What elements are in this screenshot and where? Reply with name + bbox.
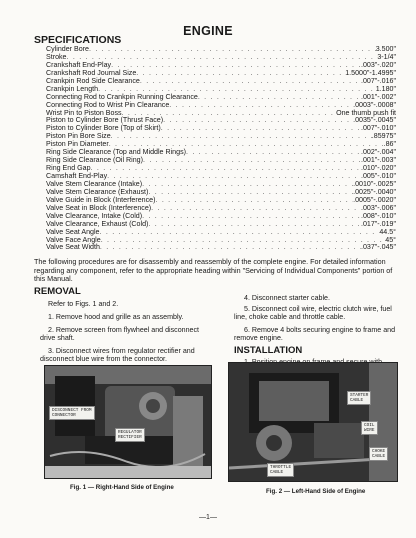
spec-label: Valve Face Angle xyxy=(46,235,101,244)
spec-label: Crankpin Length xyxy=(46,84,99,93)
spec-label: Valve Stem Clearance (Exhaust) xyxy=(46,187,149,196)
spec-value: .005"-.010" xyxy=(360,172,396,180)
spec-value: .0010"-.0025" xyxy=(353,179,396,188)
figure-1-label: REGULATOR RECTIFIER xyxy=(115,428,145,442)
figure-2-label: COIL WIRE xyxy=(361,421,378,435)
page-title: ENGINE xyxy=(183,24,233,38)
spec-label: Piston to Cylinder Bore (Thrust Face) xyxy=(46,116,164,125)
spec-label: Piston to Cylinder Bore (Top of Skirt) xyxy=(46,124,161,133)
spec-value: .0005"-.0020" xyxy=(353,195,396,204)
spec-value: One thumb push fit xyxy=(336,108,396,117)
leader-dots xyxy=(151,205,361,213)
spec-value: 1.180" xyxy=(375,84,396,93)
figure-2-caption: Fig. 2 — Left-Hand Side of Engine xyxy=(266,488,366,495)
spec-label: Piston Pin Bore Size xyxy=(46,132,111,141)
leader-dots xyxy=(111,133,372,141)
leader-dots xyxy=(148,221,361,229)
spec-label: Valve Seat in Block (Interference) xyxy=(46,203,152,212)
spec-label: Wrist Pin to Piston Boss xyxy=(46,108,122,117)
spec-label: Stroke xyxy=(46,52,67,61)
spec-value: .007"-.016" xyxy=(360,76,396,85)
spec-label: Valve Seat Width xyxy=(46,243,100,252)
figure-2-label: CHOKE CABLE xyxy=(369,447,388,461)
removal-step: 4. Disconnect starter cable. xyxy=(244,294,330,302)
leader-dots xyxy=(143,157,361,165)
spec-label: Piston Pin Diameter xyxy=(46,140,109,149)
figure-1-label: DISCONNECT FROM CONNECTOR xyxy=(49,406,95,420)
spec-label: Ring Side Clearance (Oil Ring) xyxy=(46,156,143,165)
spec-label: Crankshaft End-Play xyxy=(46,60,112,69)
spec-label: Valve Stem Clearance (Intake) xyxy=(46,179,143,188)
spec-label: Connecting Rod to Wrist Pin Clearance xyxy=(46,100,170,109)
spec-row xyxy=(46,157,396,165)
intro-paragraph: The following procedures are for disassembly and reassembly of the complete engine. For detailed information regarding any component, refer to the appropriate heading within "Servicing of Individual Components" portion of this Manual. xyxy=(34,257,393,283)
leader-dots xyxy=(101,237,386,245)
spec-value: .008"-.010" xyxy=(360,211,396,220)
spec-label: Crankshaft Rod Journal Size xyxy=(46,68,137,77)
removal-step: 3. Disconnect wires from regulator rectifier and disconnect blue wire from the connector. xyxy=(40,347,195,364)
specifications-heading: SPECIFICATIONS xyxy=(34,34,122,46)
leader-dots xyxy=(161,125,361,133)
leader-dots xyxy=(186,149,361,157)
spec-label: Connecting Rod to Crankpin Running Clearance xyxy=(46,92,198,101)
spec-value: 3.500" xyxy=(375,45,396,53)
figure-2-label: THROTTLE CABLE xyxy=(267,463,294,477)
removal-step: Refer to Figs. 1 and 2. xyxy=(48,300,119,308)
leader-dots xyxy=(91,165,361,173)
spec-value: .0035"-.0045" xyxy=(353,116,396,125)
spec-row xyxy=(46,244,396,252)
engine-right-side-image xyxy=(45,366,211,478)
spec-label: Valve Guide in Block (Interference) xyxy=(46,195,156,204)
leader-dots xyxy=(148,189,353,197)
leader-dots xyxy=(100,229,380,237)
spec-row xyxy=(46,46,396,54)
spec-label: Crankpin Rod Side Clearance xyxy=(46,76,140,85)
spec-value: .001"-.002" xyxy=(360,92,396,101)
installation-heading: INSTALLATION xyxy=(234,345,303,356)
figure-2-label: STARTER CABLE xyxy=(347,391,371,405)
figure-1-caption: Fig. 1 — Right-Hand Side of Engine xyxy=(70,484,174,491)
spec-label: Cylinder Bore xyxy=(46,45,89,53)
spec-value: .003"-.020" xyxy=(360,60,396,69)
spec-label: Camshaft End-Play xyxy=(46,172,108,180)
leader-dots xyxy=(136,70,345,78)
spec-value: .86" xyxy=(383,140,396,149)
figure-2-photo xyxy=(228,362,398,482)
spec-value: 44.5° xyxy=(379,227,396,236)
spec-value: .85975" xyxy=(371,132,396,141)
spec-value: .0003"-.0008" xyxy=(353,100,396,109)
leader-dots xyxy=(100,244,361,252)
leader-dots xyxy=(89,46,376,54)
leader-dots xyxy=(142,213,361,221)
leader-dots xyxy=(198,94,361,102)
figure-1-photo xyxy=(44,365,212,479)
spec-value: .037"-.045" xyxy=(360,243,396,252)
removal-step: 1. Remove hood and grille as an assembly. xyxy=(48,313,184,321)
removal-heading: REMOVAL xyxy=(34,286,81,297)
spec-value: 3-1/4" xyxy=(377,52,396,61)
spec-label: Valve Seat Angle xyxy=(46,227,100,236)
spec-value: .002"-.004" xyxy=(360,148,396,157)
spec-label: Ring End Gap xyxy=(46,164,91,173)
leader-dots xyxy=(107,173,361,181)
page-number: —1— xyxy=(199,514,217,521)
leader-dots xyxy=(155,197,353,205)
leader-dots xyxy=(140,78,361,86)
spec-label: Valve Clearance, Exhaust (Cold) xyxy=(46,219,149,228)
leader-dots xyxy=(163,117,353,125)
leader-dots xyxy=(111,62,361,70)
spec-value: .003"-.006" xyxy=(360,203,396,212)
spec-value: .001"-.003" xyxy=(360,156,396,165)
leader-dots xyxy=(142,181,353,189)
spec-value: .017"-.019" xyxy=(360,219,396,228)
spec-value: .010"-.020" xyxy=(360,164,396,173)
leader-dots xyxy=(67,54,378,62)
removal-step: 5. Disconnect coil wire, electric clutch wire, fuel line, choke cable and throttle cable. xyxy=(234,305,392,322)
spec-value: 45° xyxy=(385,235,396,244)
leader-dots xyxy=(169,102,353,110)
spec-label: Valve Clearance, Intake (Cold) xyxy=(46,211,143,220)
spec-label: Ring Side Clearance (Top and Middle Rings) xyxy=(46,148,186,157)
spec-row xyxy=(46,78,396,86)
removal-step: 2. Remove screen from flywheel and disconnect drive shaft. xyxy=(40,326,200,343)
removal-step: 6. Remove 4 bolts securing engine to frame and remove engine. xyxy=(234,326,396,343)
spec-value: .0025"-.0040" xyxy=(353,187,396,196)
spec-value: .007"-.010" xyxy=(360,124,396,133)
specifications-list xyxy=(46,46,396,252)
spec-value: 1.5000"-1.4995" xyxy=(345,68,396,77)
